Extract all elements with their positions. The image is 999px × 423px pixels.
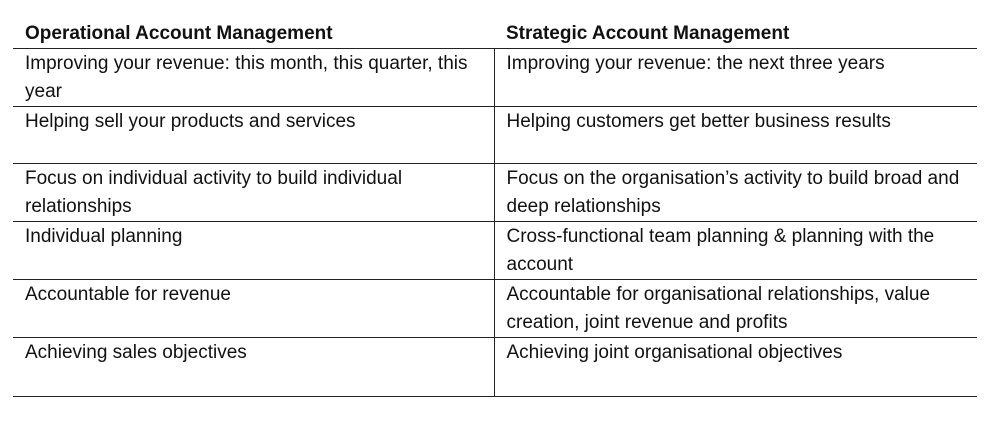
comparison-table bbox=[13, 20, 977, 397]
table-row bbox=[13, 49, 977, 107]
table-row bbox=[13, 280, 977, 338]
column-header-operational: Operational Account Management bbox=[13, 20, 494, 49]
table-cell-operational: Improving your revenue: this month, this quarter, this year bbox=[13, 49, 494, 107]
table-cell-strategic: Focus on the organisation’s activity to build broad and deep relationships bbox=[494, 164, 977, 222]
table-cell-strategic: Accountable for organisational relationships, value creation, joint revenue and profits bbox=[494, 280, 977, 338]
header-row bbox=[13, 20, 977, 49]
table-cell-strategic: Achieving joint organisational objectives bbox=[494, 338, 977, 397]
table-cell-strategic: Helping customers get better business results bbox=[494, 107, 977, 164]
table-cell-operational: Individual planning bbox=[13, 222, 494, 280]
table-row bbox=[13, 107, 977, 164]
table-cell-operational: Helping sell your products and services bbox=[13, 107, 494, 164]
table-cell-strategic: Cross-functional team planning & planning with the account bbox=[494, 222, 977, 280]
table-cell-operational: Achieving sales objectives bbox=[13, 338, 494, 397]
table-cell-operational: Focus on individual activity to build individual relationships bbox=[13, 164, 494, 222]
table-cell-operational: Accountable for revenue bbox=[13, 280, 494, 338]
table-cell-strategic: Improving your revenue: the next three years bbox=[494, 49, 977, 107]
table-row bbox=[13, 222, 977, 280]
table-row bbox=[13, 164, 977, 222]
column-header-strategic: Strategic Account Management bbox=[494, 20, 977, 49]
table-row bbox=[13, 338, 977, 397]
